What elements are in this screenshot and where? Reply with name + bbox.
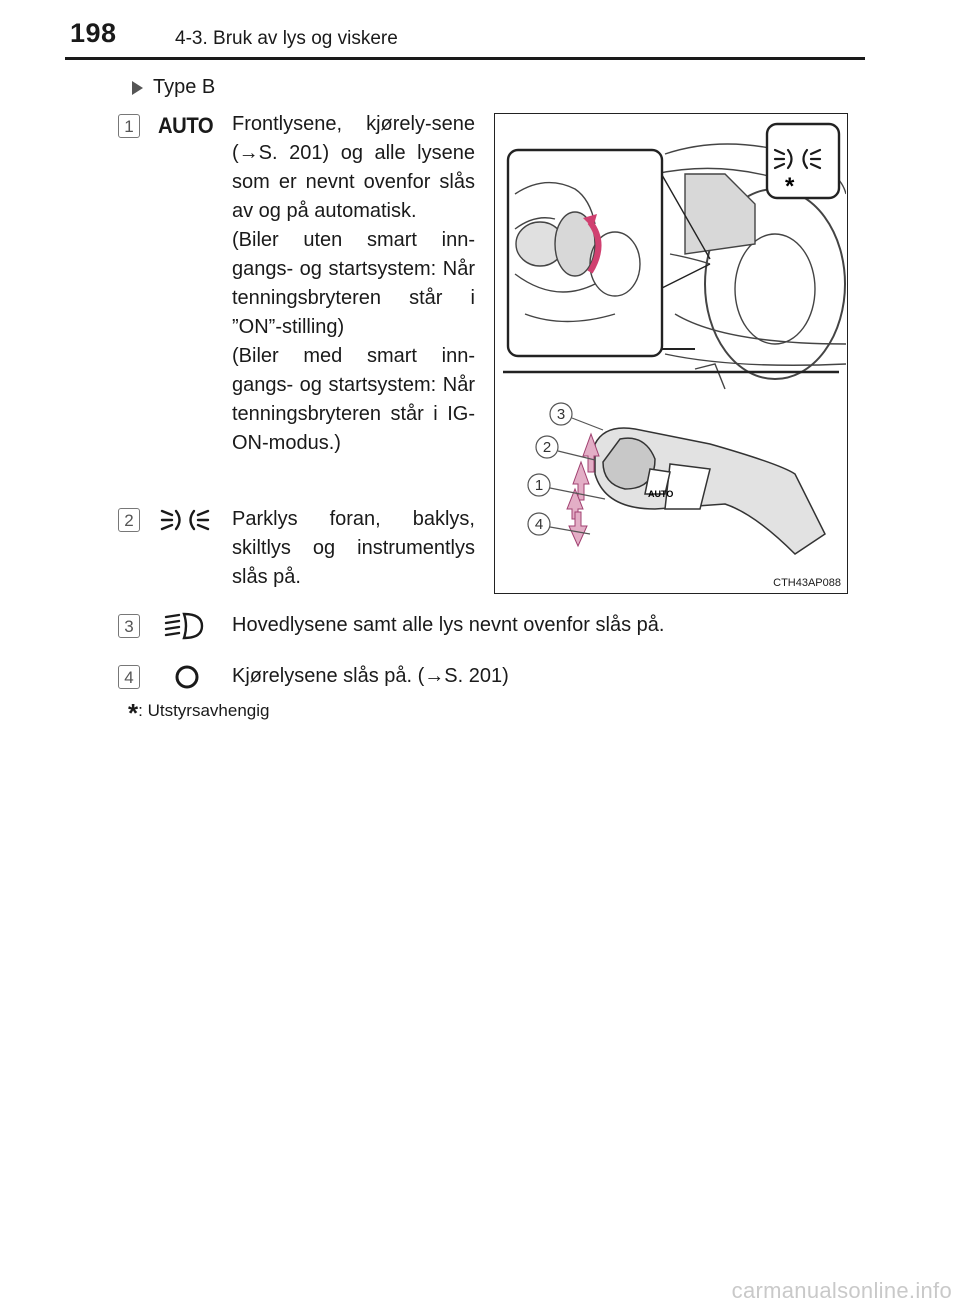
item-number-badge: 1 xyxy=(118,114,140,138)
item-number-badge: 4 xyxy=(118,665,140,689)
item-text xyxy=(232,505,475,592)
section-title: 4-3. Bruk av lys og viskere xyxy=(175,28,398,49)
item-paragraph: (Biler uten smart inn-gangs- og startsystem: Når tenningsbryteren står i ”ON”-stilling) xyxy=(232,229,475,338)
footnote-marker: * xyxy=(128,698,139,728)
footnote-text: : Utstyrsavhengig xyxy=(138,701,270,720)
item-text xyxy=(232,110,475,458)
item-paragraph: Frontlysene, kjørely-sene (→S. 201) og alle lysene som er nevnt ovenfor slås av og på automatisk. xyxy=(232,113,475,222)
item-text: Hovedlysene samt alle lys nevnt ovenfor slås på. xyxy=(232,614,665,636)
callout-2: 2 xyxy=(542,439,552,456)
item-number-badge: 2 xyxy=(118,508,140,532)
daytime-running-light-icon xyxy=(172,664,202,690)
item-paragraph: Parklys foran, baklys, skiltlys og instrumentlys slås på. xyxy=(232,508,475,588)
figure-switch-label: AUTO xyxy=(648,489,674,499)
headlight-switch-illustration xyxy=(495,114,846,592)
illustration-frame xyxy=(494,113,848,594)
callout-4: 4 xyxy=(534,516,544,533)
headlight-icon xyxy=(164,611,204,641)
callout-3: 3 xyxy=(556,406,566,423)
type-label-text: Type B xyxy=(153,76,216,98)
watermark: carmanualsonline.info xyxy=(731,1278,952,1303)
footnote xyxy=(128,698,269,729)
triangle-bullet-icon xyxy=(132,81,143,95)
type-label xyxy=(132,76,215,99)
figure-asterisk: * xyxy=(785,173,795,200)
page-number: 198 xyxy=(70,18,117,48)
auto-symbol: AUTO xyxy=(158,113,214,138)
parking-light-icon xyxy=(160,505,210,535)
item-text: Kjørelysene slås på. (→S. 201) xyxy=(232,665,509,687)
item-number-badge: 3 xyxy=(118,614,140,638)
item-paragraph: (Biler med smart inn-gangs- og startsystem: Når tenningsbryteren står i IG-ON-modus.) xyxy=(232,345,475,454)
header-rule xyxy=(65,57,865,60)
callout-1: 1 xyxy=(534,477,544,494)
figure-caption: CTH43AP088 xyxy=(773,577,841,589)
